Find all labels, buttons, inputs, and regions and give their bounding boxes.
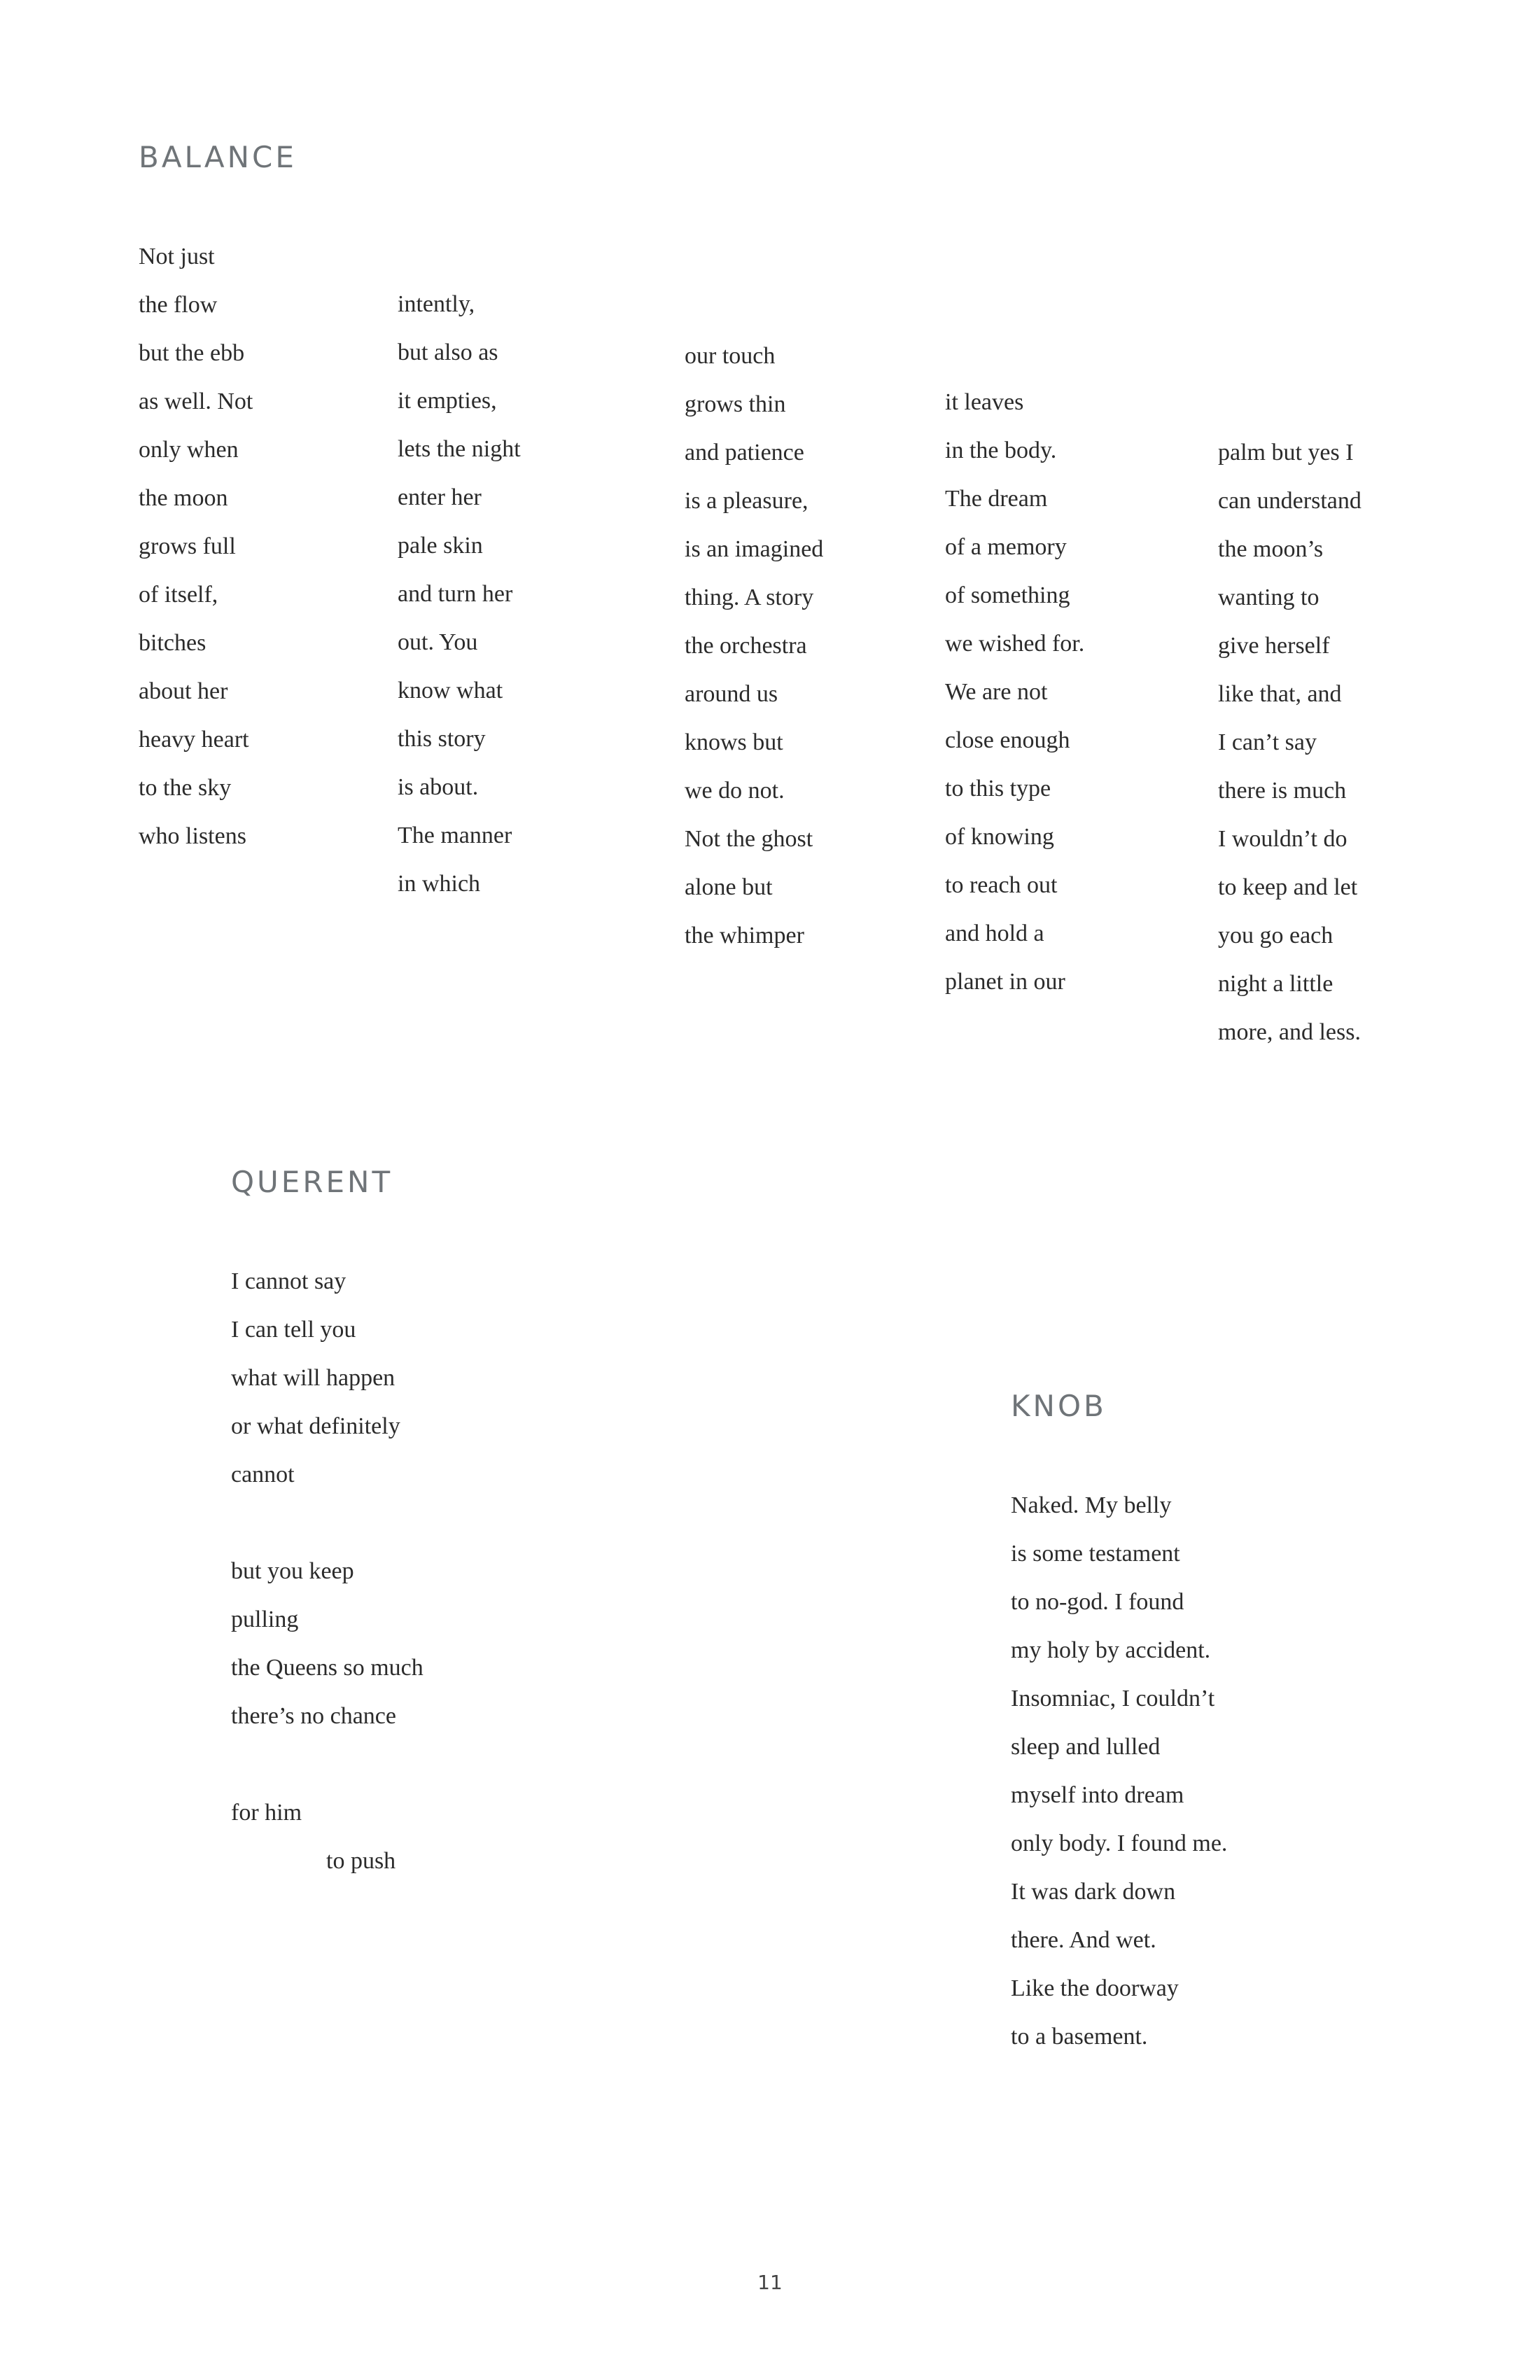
poem-line: to reach out [945,872,1058,898]
poem-line: our touch [685,343,776,369]
poem-line: in which [398,871,481,897]
poem-line: myself into dream [1011,1782,1184,1808]
poem-line: We are not [945,679,1048,705]
poem-line: and turn her [398,581,513,607]
poem-line: for him [231,1800,302,1826]
poem-line: grows thin [685,391,786,417]
poem-line: cannot [231,1462,295,1488]
poem-line: pale skin [398,533,483,559]
poem-line: I cannot say [231,1268,346,1294]
poem-line: of a memory [945,534,1067,560]
poem-line: I can’t say [1218,729,1317,755]
poem-line: heavy heart [139,727,249,752]
poem-line: Not the ghost [685,826,813,852]
poem-line: like that, and [1218,681,1342,707]
poem-line: there. And wet. [1011,1927,1156,1953]
page-number: 11 [757,2271,783,2294]
poem-line: of itself, [139,582,218,608]
poem-line: Not just [139,244,215,270]
poem-line: I wouldn’t do [1218,826,1348,852]
poem-title-balance: BALANCE [139,140,297,174]
poem-line: there’s no chance [231,1703,396,1729]
poem-line: night a little [1218,971,1334,997]
poem-line: to no-god. I found [1011,1589,1184,1615]
poem-line: out. You [398,629,478,655]
poem-line: I can tell you [231,1317,356,1343]
poem-line: in the body. [945,438,1057,463]
balance-column-4 [945,378,1084,1006]
poem-line: palm but yes I [1218,440,1354,465]
poem-line: is an imagined [685,536,824,562]
poem-line: more, and less. [1218,1019,1361,1045]
poem-line: or what definitely [231,1413,400,1439]
poem-line: grows full [139,533,236,559]
poem-line: this story [398,726,486,752]
poem-line: Insomniac, I couldn’t [1011,1686,1215,1712]
poem-line: is about. [398,774,479,800]
poem-line: It was dark down [1011,1879,1176,1905]
poem-line: but the ebb [139,340,245,366]
poem-line: to this type [945,776,1051,802]
poem-line: and patience [685,440,804,465]
poem-line: is some testament [1011,1541,1180,1567]
stanza-break [231,1499,424,1547]
poem-line: bitches [139,630,206,656]
poem-line: knows but [685,729,783,755]
poem-line: alone but [685,874,773,900]
poem-line-indented: to push [326,1848,396,1874]
poem-line: pulling [231,1606,299,1632]
knob-body [1011,1481,1227,2061]
poem-line: as well. Not [139,388,253,414]
poem-line: only body. I found me. [1011,1830,1228,1856]
poem-line: to the sky [139,775,232,801]
poem-line: close enough [945,727,1070,753]
poem-line: The manner [398,822,512,848]
poem-line: the Queens so much [231,1655,424,1681]
poem-line: the moon’s [1218,536,1324,562]
poem-line: it empties, [398,388,497,414]
poem-line: the moon [139,485,228,511]
poem-line: give herself [1218,633,1330,659]
stanza-break [231,1740,424,1788]
poem-line: who listens [139,823,246,849]
poem-line: and hold a [945,920,1044,946]
poem-line: Naked. My belly [1011,1492,1172,1518]
poem-line: but you keep [231,1558,354,1584]
poem-line: it leaves [945,389,1024,415]
balance-column-2 [398,280,521,908]
poem-line: planet in our [945,969,1065,995]
poem-line: there is much [1218,778,1347,804]
poem-line: to a basement. [1011,2024,1148,2050]
poem-line: can understand [1218,488,1362,514]
poem-line: but also as [398,340,498,365]
poem-line: enter her [398,484,482,510]
poem-line: is a pleasure, [685,488,808,514]
poem-line: what will happen [231,1365,396,1391]
balance-column-3 [685,332,823,960]
poem-line: around us [685,681,778,707]
poem-line: the flow [139,292,218,318]
poem-line: Like the doorway [1011,1975,1179,2001]
poem-line: my holy by accident. [1011,1637,1211,1663]
poem-title-querent: QUERENT [231,1165,393,1199]
poem-line: we do not. [685,778,785,804]
poem-line: wanting to [1218,584,1320,610]
poem-line: you go each [1218,923,1334,948]
balance-column-5 [1218,428,1362,1056]
poem-line: thing. A story [685,584,814,610]
poem-line: the orchestra [685,633,807,659]
poem-line: sleep and lulled [1011,1734,1161,1760]
poem-line: lets the night [398,436,521,462]
poem-title-knob: KNOB [1011,1389,1107,1423]
poem-line: know what [398,678,503,704]
poem-line: about her [139,678,228,704]
poem-line: intently, [398,291,475,317]
poem-line: of knowing [945,824,1054,850]
poem-line: of something [945,582,1070,608]
poem-line: the whimper [685,923,804,948]
poem-line: to keep and let [1218,874,1358,900]
querent-body [231,1257,424,1885]
balance-column-1 [139,232,253,860]
poem-line: we wished for. [945,631,1085,657]
poem-line: only when [139,437,239,463]
poem-line: The dream [945,486,1048,512]
